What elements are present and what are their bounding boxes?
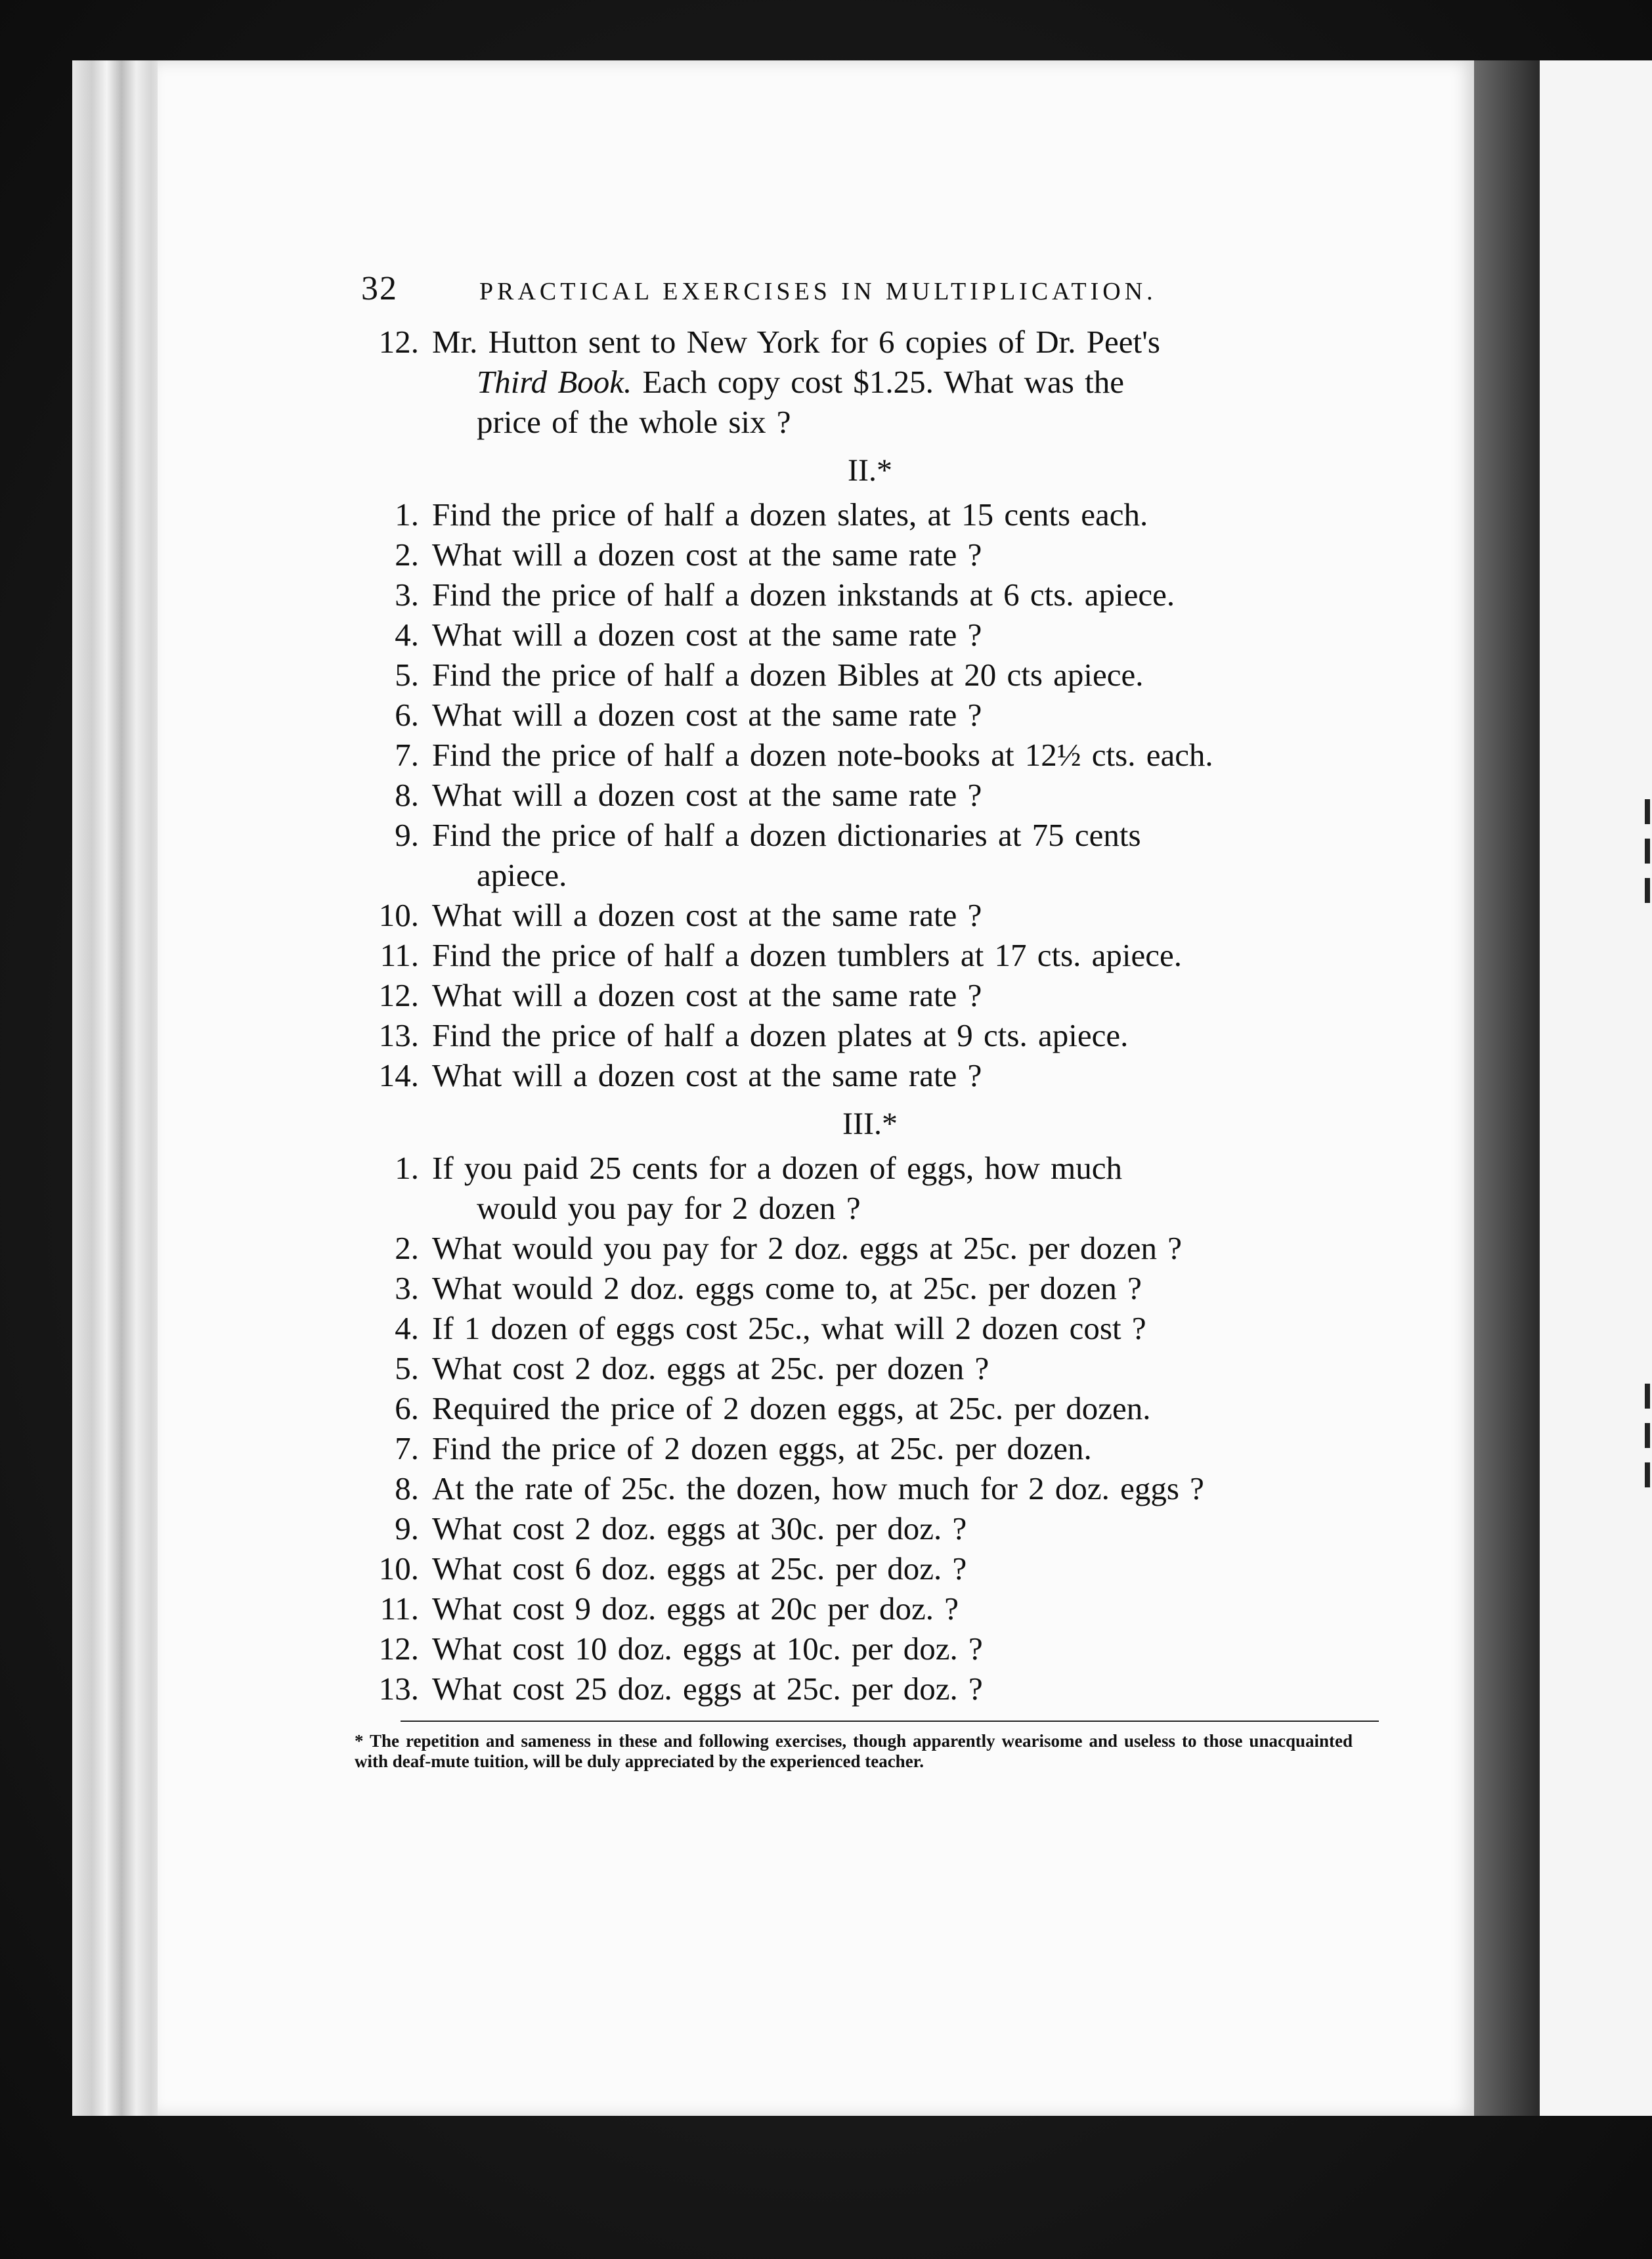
exercise-item <box>355 494 1346 535</box>
footnote-rule <box>401 1721 1379 1722</box>
item-number: 4. <box>395 617 419 653</box>
exercise-item <box>355 535 1346 575</box>
gutter-shadow <box>1474 60 1540 2116</box>
section-heading-iii: III.* <box>842 1107 898 1141</box>
exercise-item <box>355 1508 1346 1548</box>
exercise-item <box>355 655 1346 695</box>
item-text: Find the price of 2 dozen eggs, at 25c. per dozen. <box>432 1430 1092 1466</box>
exercise-item <box>355 1548 1346 1589</box>
item-text: What will a dozen cost at the same rate ? <box>432 1057 982 1093</box>
exercise-item <box>355 1228 1346 1268</box>
exercise-item <box>355 1629 1346 1669</box>
exercise-item <box>355 775 1346 815</box>
exercise-item <box>355 735 1346 775</box>
exercise-item <box>355 935 1346 975</box>
item-text: Find the price of half a dozen note-books at 12½ cts. each. <box>432 737 1213 773</box>
item-number: 12. <box>378 977 419 1013</box>
item-continuation: would you pay for 2 dozen ? <box>477 1190 861 1226</box>
exercise-item <box>355 815 1346 895</box>
item-number: 9. <box>395 817 419 853</box>
item-number: 4. <box>395 1310 419 1346</box>
exercise-item <box>355 1268 1346 1308</box>
item-text: What cost 2 doz. eggs at 25c. per dozen ? <box>432 1350 989 1386</box>
item-text: Mr. Hutton sent to New York for 6 copies of Dr. Peet's <box>432 324 1160 360</box>
item-text: What will a dozen cost at the same rate ? <box>432 617 982 653</box>
item-text: Find the price of half a dozen Bibles at 20 cts apiece. <box>432 657 1144 693</box>
item-text: What would you pay for 2 doz. eggs at 25c. per dozen ? <box>432 1230 1182 1266</box>
section-heading-ii: II.* <box>848 453 892 488</box>
facing-page-edge <box>1540 60 1652 2116</box>
item-number: 7. <box>395 737 419 773</box>
item-continuation <box>432 362 1346 402</box>
item-number: 13. <box>378 1671 419 1707</box>
item-text: What cost 9 doz. eggs at 20c per doz. ? <box>432 1590 959 1627</box>
item-number: 2. <box>395 1230 419 1266</box>
section-ii-list <box>355 494 1346 1095</box>
item-number: 3. <box>395 577 419 613</box>
exercise-item <box>355 1388 1346 1428</box>
item-number: 10. <box>378 897 419 933</box>
item-text: What will a dozen cost at the same rate ? <box>432 977 982 1013</box>
facing-page-mark <box>1645 878 1650 903</box>
exercise-item <box>355 1669 1346 1709</box>
exercise-item <box>355 575 1346 615</box>
item-text: Required the price of 2 dozen eggs, at 25c. per dozen. <box>432 1390 1151 1426</box>
item-number: 12. <box>378 324 419 360</box>
running-head: PRACTICAL EXERCISES IN MULTIPLICATION. <box>479 278 1157 305</box>
item-text-rest: Each copy cost $1.25. What was the <box>632 364 1124 400</box>
exercise-item <box>355 1468 1346 1508</box>
exercise-item <box>355 1308 1346 1348</box>
item-number: 3. <box>395 1270 419 1306</box>
item-number: 11. <box>380 1590 419 1627</box>
book-title: Third Book. <box>477 364 632 400</box>
item-number: 1. <box>395 496 419 533</box>
item-text: Find the price of half a dozen inkstands at 6 cts. apiece. <box>432 577 1175 613</box>
exercise-item <box>355 695 1346 735</box>
exercise-item <box>355 1055 1346 1095</box>
item-number: 5. <box>395 657 419 693</box>
facing-page-mark <box>1645 1384 1650 1409</box>
page-number: 32 <box>361 270 398 307</box>
exercise-item <box>355 975 1346 1015</box>
item-number: 12. <box>378 1631 419 1667</box>
item-continuation: price of the whole six ? <box>477 404 791 440</box>
exercise-item <box>355 1015 1346 1055</box>
item-number: 11. <box>380 937 419 973</box>
item-text: Find the price of half a dozen tumblers at 17 cts. apiece. <box>432 937 1183 973</box>
item-number: 6. <box>395 697 419 733</box>
item-number: 9. <box>395 1510 419 1546</box>
item-text: What cost 2 doz. eggs at 30c. per doz. ? <box>432 1510 967 1546</box>
footnote: * The repetition and sameness in these and following exercises, though apparently wearisome and useless to those unacquainted with deaf-mute tuition, will be duly appreciated by the experienced teacher. <box>355 1731 1353 1771</box>
item-number: 1. <box>395 1150 419 1186</box>
item-text: Find the price of half a dozen dictionaries at 75 cents <box>432 817 1141 853</box>
item-text: If 1 dozen of eggs cost 25c., what will 2 dozen cost ? <box>432 1310 1146 1346</box>
item-text: What cost 10 doz. eggs at 10c. per doz. ? <box>432 1631 983 1667</box>
item-text: What will a dozen cost at the same rate ? <box>432 777 982 813</box>
exercise-item <box>355 1589 1346 1629</box>
item-number: 8. <box>395 777 419 813</box>
item-number: 6. <box>395 1390 419 1426</box>
item-number: 2. <box>395 537 419 573</box>
exercise-item <box>355 895 1346 935</box>
item-text: What would 2 doz. eggs come to, at 25c. per dozen ? <box>432 1270 1142 1306</box>
item-continuation: apiece. <box>477 857 567 893</box>
item-text: What will a dozen cost at the same rate ? <box>432 697 982 733</box>
item-number: 7. <box>395 1430 419 1466</box>
exercise-item <box>355 322 1346 442</box>
item-text: What cost 6 doz. eggs at 25c. per doz. ? <box>432 1550 967 1587</box>
exercise-item <box>355 615 1346 655</box>
facing-page-mark <box>1645 1423 1650 1448</box>
exercise-item <box>355 1348 1346 1388</box>
item-text: What will a dozen cost at the same rate ? <box>432 537 982 573</box>
item-number: 5. <box>395 1350 419 1386</box>
exercise-item <box>355 1428 1346 1468</box>
item-number: 13. <box>378 1017 419 1053</box>
item-number: 8. <box>395 1470 419 1506</box>
item-text: Find the price of half a dozen plates at 9 cts. apiece. <box>432 1017 1129 1053</box>
facing-page-mark <box>1645 839 1650 864</box>
page-header <box>355 269 1346 322</box>
item-text: At the rate of 25c. the dozen, how much for 2 doz. eggs ? <box>432 1470 1204 1506</box>
item-number: 14. <box>378 1057 419 1093</box>
page-content <box>355 269 1353 1772</box>
item-text: What will a dozen cost at the same rate ? <box>432 897 982 933</box>
page-edges <box>72 60 171 2116</box>
facing-page-mark <box>1645 1462 1650 1487</box>
item-text: Find the price of half a dozen slates, at 15 cents each. <box>432 496 1148 533</box>
item-text: If you paid 25 cents for a dozen of eggs, how much <box>432 1150 1122 1186</box>
facing-page-mark <box>1645 799 1650 824</box>
section-iii-list <box>355 1148 1346 1709</box>
item-text: What cost 25 doz. eggs at 25c. per doz. ? <box>432 1671 983 1707</box>
item-number: 10. <box>378 1550 419 1587</box>
exercise-item <box>355 1148 1346 1228</box>
